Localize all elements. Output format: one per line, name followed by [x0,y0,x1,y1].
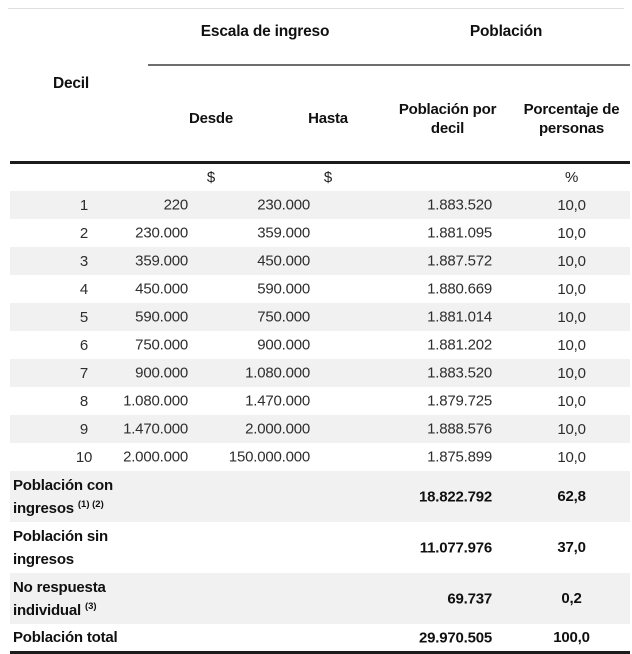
cell-decil: 1 [10,191,148,219]
summary-row-poblacion-total [10,624,630,653]
decile-row-8 [10,387,630,415]
cell-poblacion: 1.880.669 [427,280,493,298]
cell-decil: 6 [79,336,89,354]
cell-poblacion: 1.875.899 [427,448,493,466]
cell-poblacion: 1.879.725 [427,392,493,410]
cell-desde: 450.000 [135,280,188,298]
cell-decil: 4 [79,280,89,298]
decile-row-3 [10,247,630,275]
cell-desde: 1.470.000 [148,415,274,443]
cell-poblacion: 1.887.572 [382,247,513,275]
decile-row-6 [10,331,630,359]
cell-poblacion: 1.881.014 [382,303,513,331]
decile-row-2 [10,219,630,247]
summary-row-poblacion-con-ingresos [10,471,630,522]
cell-porcentaje: 10,0 [513,303,630,331]
cell-porcentaje: 10,0 [557,392,586,410]
cell-decil: 2 [79,224,89,242]
cell-desde: 900.000 [148,359,274,387]
cell-poblacion: 18.822.792 [382,471,513,522]
summary-label: Población total [10,624,148,653]
decile-row-1 [10,191,630,219]
cell-decil: 9 [10,415,148,443]
group-header-row [10,6,630,65]
income-decile-table-page [0,6,632,646]
unit-porcentaje: % [513,163,630,192]
cell-porcentaje: 100,0 [513,624,630,653]
footnote-marker: (3) [84,600,97,612]
rule-gap [511,638,514,644]
cell-poblacion: 11.077.976 [419,539,493,556]
unit-desde: $ [148,163,274,192]
summary-row-poblacion-sin-ingresos [10,522,630,573]
group-header-escala-de-ingreso: Escala de ingreso [148,6,382,65]
cell-hasta: 230.000 [274,191,382,219]
cell-poblacion: 69.737 [382,573,513,624]
col-header-decil: Decil [52,74,90,92]
cell-porcentaje: 0,2 [513,573,630,624]
cell-porcentaje: 10,0 [513,191,630,219]
cell-decil: 10 [75,448,93,466]
cell-desde: 359.000 [148,247,274,275]
decile-row-9 [10,415,630,443]
cell-poblacion: 1.881.095 [427,224,493,242]
cell-porcentaje: 10,0 [557,224,586,242]
col-header-hasta: Hasta [308,110,348,127]
cell-desde: 750.000 [135,336,188,354]
rule-gap [146,638,149,644]
decile-table [10,6,630,654]
cell-porcentaje: 10,0 [557,336,586,354]
cell-decil: 5 [10,303,148,331]
cell-desde: 220 [148,191,274,219]
cell-porcentaje: 62,8 [513,471,630,522]
col-header-poblacion-por-decil: Población por decil [398,100,497,137]
decile-row-4 [10,275,630,303]
unit-hasta: $ [274,163,382,192]
cell-hasta: 359.000 [257,224,311,242]
cell-poblacion: 29.970.505 [382,624,513,653]
cell-hasta: 900.000 [257,336,311,354]
cell-poblacion: 1.883.520 [382,359,513,387]
cell-hasta: 1.080.000 [274,359,382,387]
col-header-porcentaje-de-personas: Porcentaje de personas [523,100,620,137]
cell-porcentaje: 10,0 [513,415,630,443]
rule-gap [272,638,275,644]
rule-gap [380,638,383,644]
rule-gap [146,147,149,153]
cell-poblacion: 1.888.576 [382,415,513,443]
rule-gap [380,147,383,153]
rule-gap [511,147,514,153]
summary-label: Población sin ingresos [13,527,108,568]
summary-row-no-respuesta-individual [10,573,630,624]
col-header-desde: Desde [188,110,234,127]
unit-poblacion [382,163,513,192]
table-top-border [8,8,624,9]
cell-desde: 1.080.000 [123,392,188,410]
footnote-marker: (1) (2) [77,498,104,510]
cell-porcentaje: 10,0 [557,448,586,466]
rule-gap [272,147,275,153]
group-header-poblacion: Población [382,6,630,65]
cell-decil: 7 [10,359,148,387]
cell-porcentaje: 10,0 [557,280,586,298]
units-row [10,163,630,192]
cell-poblacion: 1.883.520 [382,191,513,219]
summary-label: Población con ingresos $^{(1) (2)}$ [10,471,148,522]
cell-hasta: 590.000 [257,280,311,298]
cell-desde: 2.000.000 [123,448,188,466]
cell-hasta: 2.000.000 [274,415,382,443]
cell-porcentaje: 37,0 [557,539,586,556]
cell-decil: 3 [10,247,148,275]
cell-porcentaje: 10,0 [513,247,630,275]
decile-row-7 [10,359,630,387]
decile-row-10 [10,443,630,471]
cell-porcentaje: 10,0 [513,359,630,387]
cell-hasta: 750.000 [274,303,382,331]
cell-hasta: 1.470.000 [245,392,311,410]
decile-row-5 [10,303,630,331]
cell-hasta: 450.000 [274,247,382,275]
summary-label: No respuesta individual $^{(3)}$ [10,573,148,624]
cell-poblacion: 1.881.202 [427,336,493,354]
unit-decil [10,163,148,192]
cell-desde: 230.000 [135,224,188,242]
cell-decil: 8 [79,392,89,410]
cell-hasta: 150.000.000 [228,448,311,466]
cell-desde: 590.000 [148,303,274,331]
